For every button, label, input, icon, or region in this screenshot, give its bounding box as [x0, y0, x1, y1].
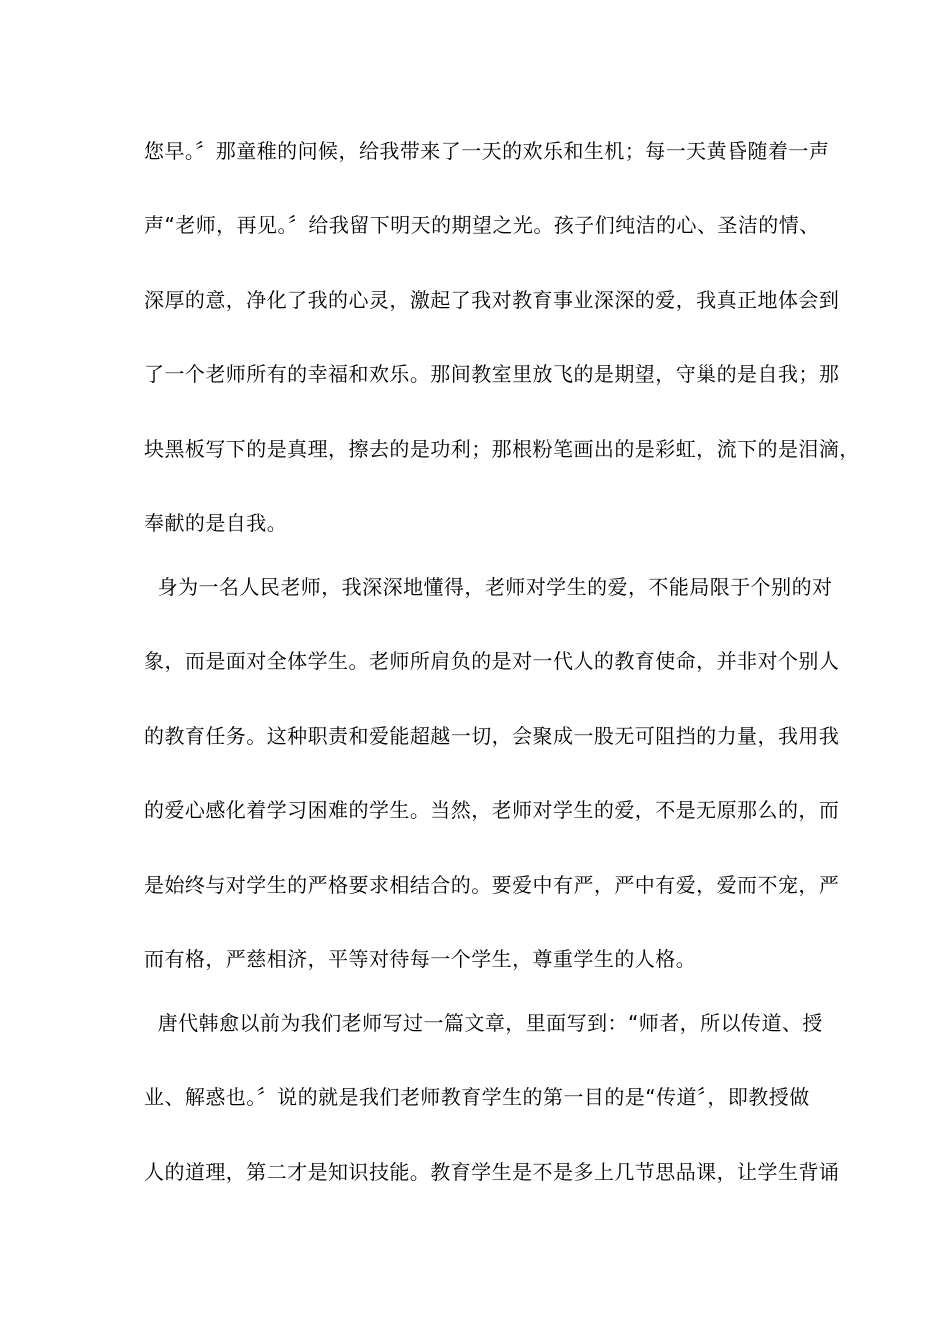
- text-line: 人的道理，第二才是知识技能。教育学生是不是多上几节思品课，让学生背诵: [144, 1160, 840, 1184]
- text-line: 了一个老师所有的幸福和欢乐。那间教室里放飞的是期望，守巢的是自我；那: [144, 362, 840, 386]
- text-line: 而有格，严慈相济，平等对待每一个学生，尊重学生的人格。: [144, 947, 697, 971]
- text-line: 业、解惑也。〞说的就是我们老师教育学生的第一目的是“传道〞，即教授做: [144, 1085, 810, 1109]
- text-line: 声“老师，再见。〞给我留下明天的期望之光。孩子们纯洁的心、圣洁的情、: [144, 213, 820, 237]
- text-line: 是始终与对学生的严格要求相结合的。要爱中有严，严中有爱，爱而不宠，严: [144, 873, 840, 897]
- text-line: 块黑板写下的是真理，擦去的是功利；那根粉笔画出的是彩虹，流下的是泪滴，: [144, 437, 860, 461]
- text-line: 身为一名人民老师，我深深地懂得，老师对学生的爱，不能局限于个别的对: [144, 575, 833, 599]
- text-line: 象，而是面对全体学生。老师所肩负的是对一代人的教育使命，并非对个别人: [144, 649, 840, 673]
- text-line: 的爱心感化着学习困难的学生。当然，老师对学生的爱，不是无原那么的，而: [144, 798, 840, 822]
- text-line: 的教育任务。这种职责和爱能超越一切，会聚成一股无可阻挡的力量，我用我: [144, 724, 840, 748]
- text-line: 您早。〞那童稚的问候，给我带来了一天的欢乐和生机；每一天黄昏随着一声: [144, 139, 830, 163]
- text-line: 唐代韩愈以前为我们老师写过一篇文章，里面写到：“师者，所以传道、授: [144, 1011, 823, 1035]
- text-line: 深厚的意，净化了我的心灵，激起了我对教育事业深深的爱，我真正地体会到: [144, 288, 840, 312]
- text-line: 奉献的是自我。: [144, 511, 288, 535]
